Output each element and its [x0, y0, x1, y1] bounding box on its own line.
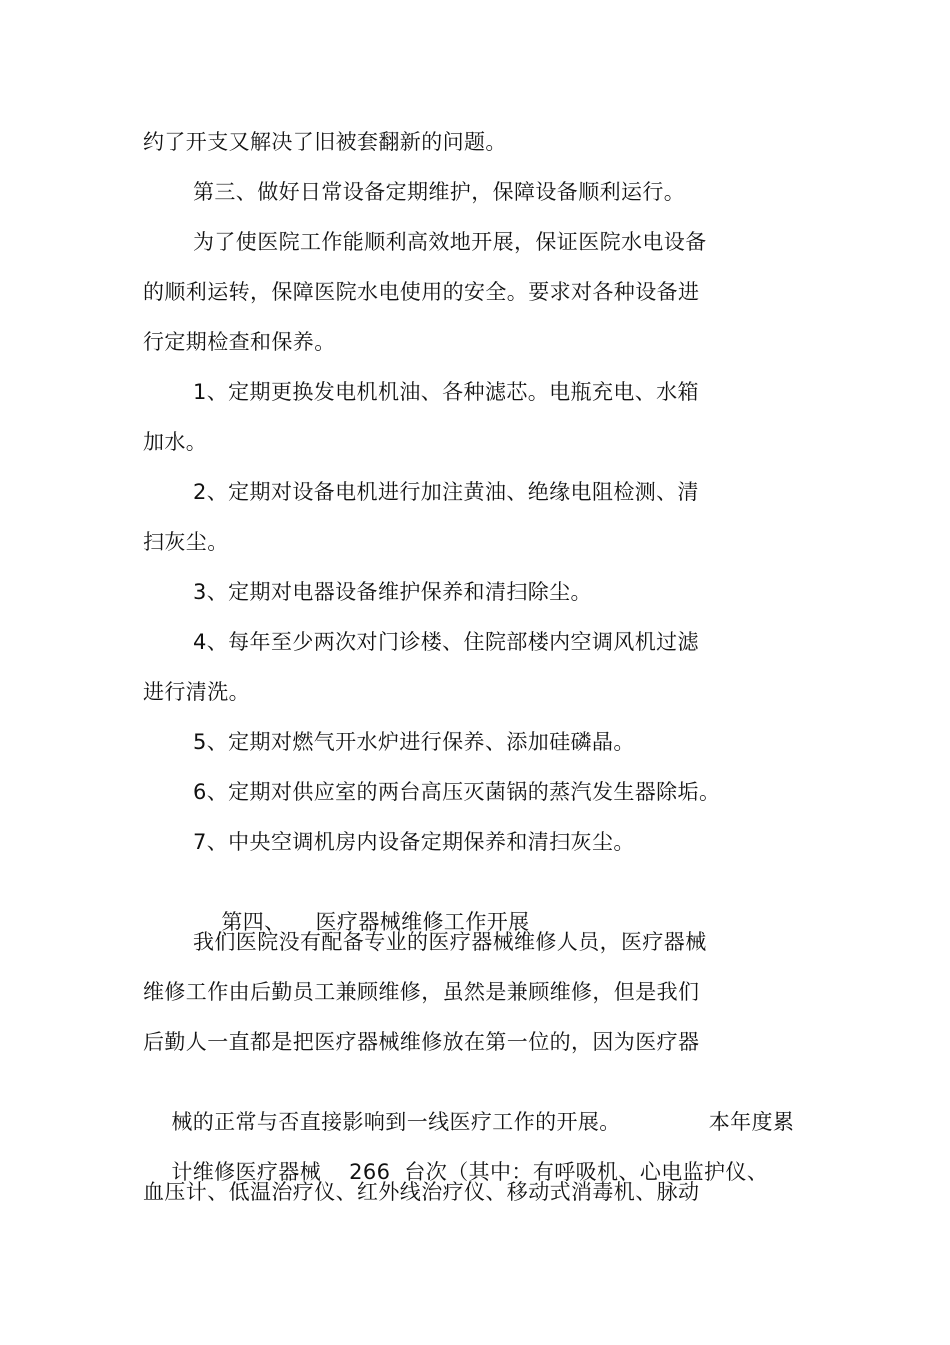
paragraph-line: 我们医院没有配备专业的医疗器械维修人员，医疗器械	[193, 930, 707, 954]
paragraph-line	[143, 1127, 769, 1184]
paragraph-line	[143, 1077, 795, 1134]
list-item-3: 3、定期对电器设备维护保养和清扫除尘。	[193, 580, 592, 604]
paragraph-line: 约了开支又解决了旧被套翻新的问题。	[143, 130, 507, 154]
paragraph-line: 血压计、低温治疗仪、红外线治疗仪、移动式消毒机、脉动	[143, 1180, 700, 1204]
section-number: 第四、	[221, 910, 286, 934]
list-item-1-cont: 加水。	[143, 430, 208, 454]
text-segment: 械的正常与否直接影响到一线医疗工作的开展。	[171, 1110, 621, 1134]
list-item-2: 2、定期对设备电机进行加注黄油、绝缘电阻检测、清	[193, 480, 699, 504]
list-item-1: 1、定期更换发电机机油、各种滤芯。电瓶充电、水箱	[193, 380, 699, 404]
list-item-6: 6、定期对供应室的两台高压灭菌锅的蒸汽发生器除垢。	[193, 780, 721, 804]
text-segment: 本年度累	[708, 1110, 795, 1134]
list-item-5: 5、定期对燃气开水炉进行保养、添加硅磷晶。	[193, 730, 635, 754]
text-segment: 计维修医疗器械	[171, 1160, 322, 1184]
repair-count: 266	[349, 1160, 391, 1184]
text-segment: 台次（其中：有呼吸机、心电监护仪、	[404, 1160, 769, 1184]
list-item-4-cont: 进行清洗。	[143, 680, 250, 704]
section-heading-4	[193, 877, 530, 934]
paragraph-line: 的顺利运转，保障医院水电使用的安全。要求对各种设备进	[143, 280, 700, 304]
paragraph-line: 后勤人一直都是把医疗器械维修放在第一位的，因为医疗器	[143, 1030, 700, 1054]
paragraph-line: 行定期检查和保养。	[143, 330, 336, 354]
section-title: 医疗器械维修工作开展	[315, 910, 530, 934]
list-item-7: 7、中央空调机房内设备定期保养和清扫灰尘。	[193, 830, 635, 854]
paragraph-line: 为了使医院工作能顺利高效地开展，保证医院水电设备	[193, 230, 707, 254]
list-item-2-cont: 扫灰尘。	[143, 530, 229, 554]
paragraph-line: 维修工作由后勤员工兼顾维修，虽然是兼顾维修，但是我们	[143, 980, 700, 1004]
list-item-4: 4、每年至少两次对门诊楼、住院部楼内空调风机过滤	[193, 630, 699, 654]
section-heading-3: 第三、做好日常设备定期维护，保障设备顺利运行。	[193, 180, 686, 204]
